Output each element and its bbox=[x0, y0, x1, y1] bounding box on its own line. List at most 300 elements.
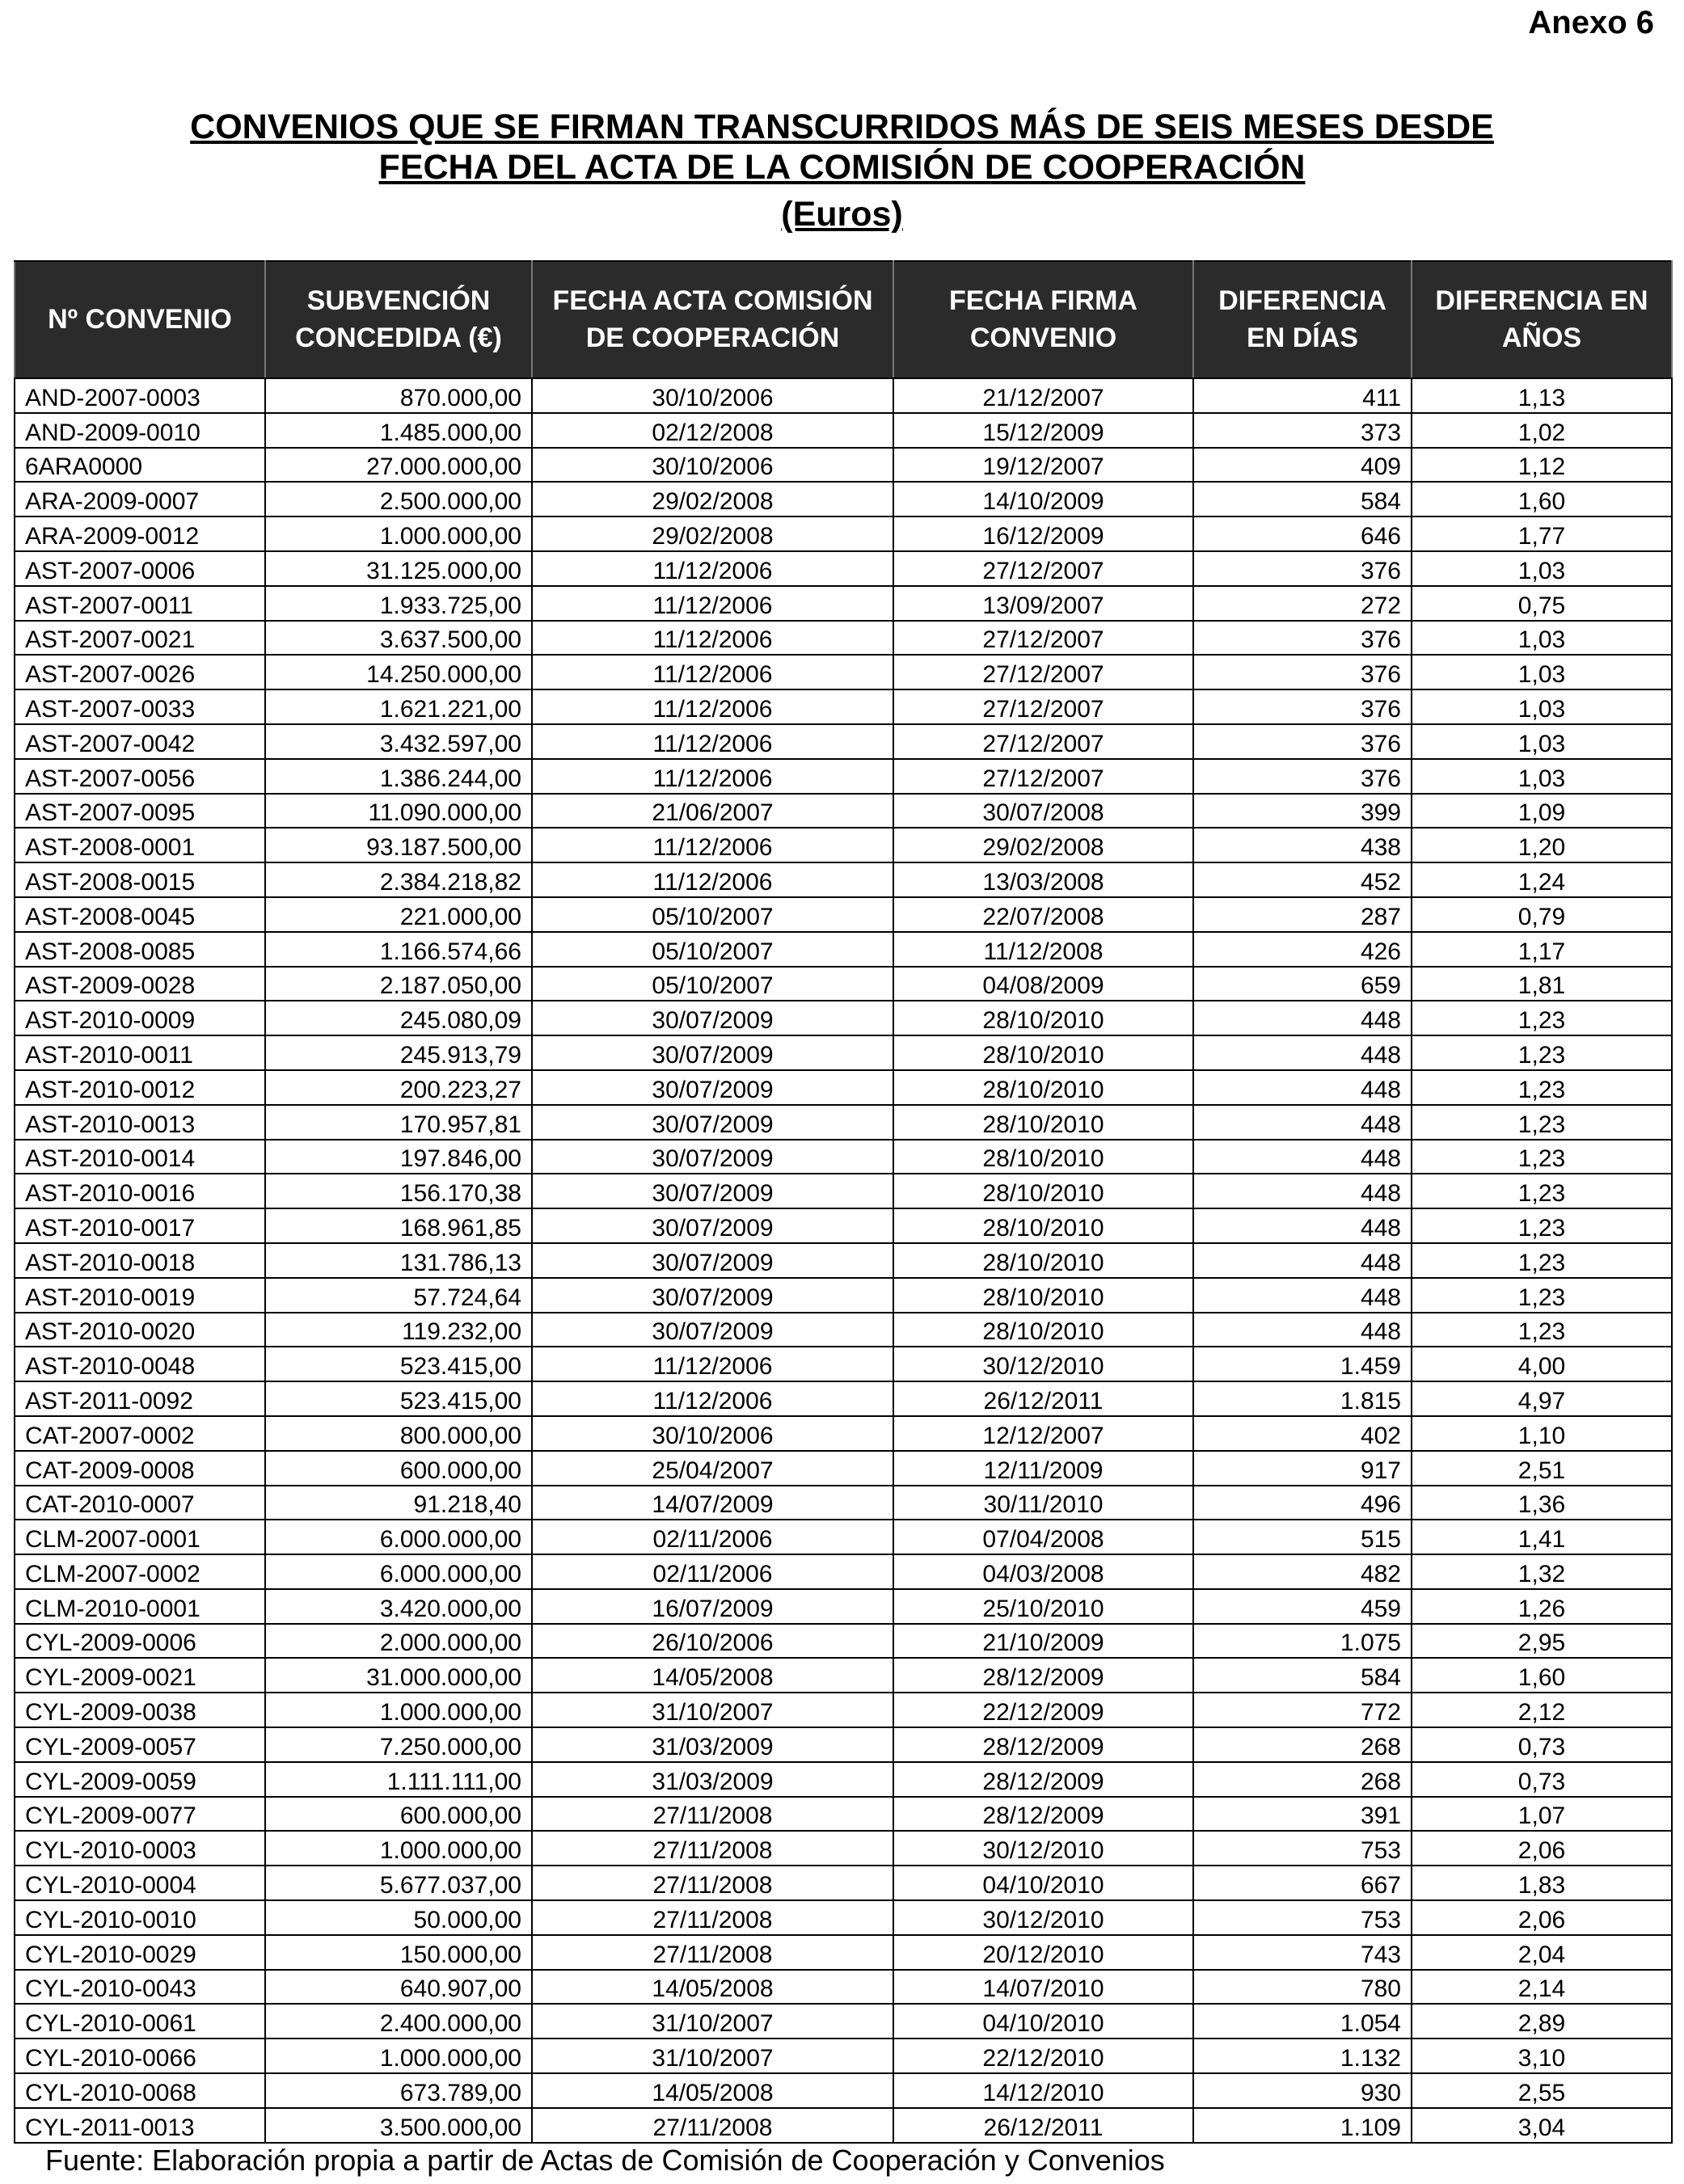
cell-subvencion: 50.000,00 bbox=[265, 1900, 532, 1935]
cell-fecha-acta: 11/12/2006 bbox=[532, 1347, 893, 1381]
table-row bbox=[15, 1486, 1672, 1520]
cell-subvencion: 2.000.000,00 bbox=[265, 1624, 532, 1659]
cell-diferencia-dias: 584 bbox=[1193, 482, 1412, 516]
cell-fecha-acta: 11/12/2006 bbox=[532, 1381, 893, 1416]
cell-fecha-acta: 05/10/2007 bbox=[532, 897, 893, 932]
cell-diferencia-dias: 402 bbox=[1193, 1416, 1412, 1451]
cell-fecha-firma: 28/10/2010 bbox=[893, 1070, 1193, 1105]
cell-convenio: CYL-2010-0010 bbox=[15, 1900, 265, 1935]
cell-diferencia-dias: 448 bbox=[1193, 1278, 1412, 1313]
cell-diferencia-anos: 1,07 bbox=[1412, 1797, 1672, 1832]
cell-fecha-firma: 27/12/2007 bbox=[893, 724, 1193, 759]
cell-subvencion: 6.000.000,00 bbox=[265, 1520, 532, 1554]
cell-fecha-firma: 04/10/2010 bbox=[893, 2004, 1193, 2039]
cell-fecha-acta: 27/11/2008 bbox=[532, 1935, 893, 1970]
table-row bbox=[15, 689, 1672, 724]
agreements-table bbox=[14, 260, 1673, 2144]
cell-diferencia-anos: 4,00 bbox=[1412, 1347, 1672, 1381]
cell-subvencion: 2.400.000,00 bbox=[265, 2004, 532, 2039]
cell-subvencion: 1.933.725,00 bbox=[265, 586, 532, 621]
cell-convenio: AST-2010-0016 bbox=[15, 1174, 265, 1208]
cell-convenio: AST-2010-0019 bbox=[15, 1278, 265, 1313]
cell-convenio: CYL-2010-0003 bbox=[15, 1831, 265, 1866]
cell-convenio: AST-2007-0021 bbox=[15, 621, 265, 656]
cell-subvencion: 221.000,00 bbox=[265, 897, 532, 932]
cell-subvencion: 91.218,40 bbox=[265, 1486, 532, 1520]
table-row bbox=[15, 2004, 1672, 2039]
cell-fecha-firma: 04/08/2009 bbox=[893, 967, 1193, 1001]
cell-convenio: AST-2010-0011 bbox=[15, 1035, 265, 1070]
cell-diferencia-dias: 659 bbox=[1193, 967, 1412, 1001]
cell-fecha-acta: 27/11/2008 bbox=[532, 2108, 893, 2143]
cell-subvencion: 197.846,00 bbox=[265, 1140, 532, 1174]
cell-convenio: AST-2010-0013 bbox=[15, 1105, 265, 1140]
column-header-diferencia-anos: DIFERENCIA EN AÑOS bbox=[1412, 261, 1672, 378]
cell-subvencion: 523.415,00 bbox=[265, 1347, 532, 1381]
cell-convenio: CYL-2011-0013 bbox=[15, 2108, 265, 2143]
table-row bbox=[15, 862, 1672, 897]
cell-convenio: AST-2011-0092 bbox=[15, 1381, 265, 1416]
cell-fecha-firma: 20/12/2010 bbox=[893, 1935, 1193, 1970]
cell-subvencion: 1.166.574,66 bbox=[265, 932, 532, 967]
cell-fecha-firma: 19/12/2007 bbox=[893, 448, 1193, 483]
table-row bbox=[15, 1727, 1672, 1762]
cell-fecha-acta: 30/07/2009 bbox=[532, 1313, 893, 1347]
cell-diferencia-dias: 753 bbox=[1193, 1831, 1412, 1866]
cell-convenio: CLM-2007-0001 bbox=[15, 1520, 265, 1554]
cell-diferencia-anos: 1,32 bbox=[1412, 1554, 1672, 1589]
cell-diferencia-dias: 438 bbox=[1193, 828, 1412, 862]
cell-diferencia-anos: 1,12 bbox=[1412, 448, 1672, 483]
cell-diferencia-anos: 1,23 bbox=[1412, 1243, 1672, 1278]
cell-diferencia-dias: 268 bbox=[1193, 1762, 1412, 1797]
cell-fecha-acta: 26/10/2006 bbox=[532, 1624, 893, 1659]
cell-fecha-firma: 28/10/2010 bbox=[893, 1001, 1193, 1035]
cell-fecha-acta: 14/05/2008 bbox=[532, 1658, 893, 1693]
cell-fecha-acta: 11/12/2006 bbox=[532, 828, 893, 862]
cell-diferencia-anos: 2,12 bbox=[1412, 1693, 1672, 1727]
cell-diferencia-dias: 448 bbox=[1193, 1174, 1412, 1208]
cell-convenio: CYL-2010-0066 bbox=[15, 2039, 265, 2073]
cell-subvencion: 245.913,79 bbox=[265, 1035, 532, 1070]
cell-subvencion: 6.000.000,00 bbox=[265, 1554, 532, 1589]
table-row bbox=[15, 759, 1672, 794]
cell-diferencia-dias: 448 bbox=[1193, 1001, 1412, 1035]
cell-fecha-firma: 28/12/2009 bbox=[893, 1727, 1193, 1762]
cell-fecha-acta: 30/07/2009 bbox=[532, 1278, 893, 1313]
cell-fecha-firma: 28/10/2010 bbox=[893, 1105, 1193, 1140]
cell-fecha-acta: 11/12/2006 bbox=[532, 862, 893, 897]
cell-diferencia-dias: 376 bbox=[1193, 724, 1412, 759]
table-row bbox=[15, 413, 1672, 448]
cell-fecha-acta: 27/11/2008 bbox=[532, 1797, 893, 1832]
cell-fecha-acta: 30/07/2009 bbox=[532, 1174, 893, 1208]
cell-subvencion: 870.000,00 bbox=[265, 378, 532, 413]
cell-diferencia-dias: 409 bbox=[1193, 448, 1412, 483]
cell-subvencion: 7.250.000,00 bbox=[265, 1727, 532, 1762]
table-row bbox=[15, 1762, 1672, 1797]
table-row bbox=[15, 2039, 1672, 2073]
cell-diferencia-anos: 3,10 bbox=[1412, 2039, 1672, 2073]
cell-diferencia-anos: 1,23 bbox=[1412, 1208, 1672, 1243]
cell-convenio: CYL-2009-0021 bbox=[15, 1658, 265, 1693]
cell-diferencia-anos: 1,03 bbox=[1412, 759, 1672, 794]
cell-fecha-acta: 31/10/2007 bbox=[532, 1693, 893, 1727]
cell-diferencia-dias: 376 bbox=[1193, 551, 1412, 586]
cell-fecha-acta: 31/03/2009 bbox=[532, 1727, 893, 1762]
cell-fecha-acta: 21/06/2007 bbox=[532, 794, 893, 828]
cell-diferencia-anos: 1,03 bbox=[1412, 551, 1672, 586]
cell-diferencia-anos: 2,51 bbox=[1412, 1451, 1672, 1486]
cell-fecha-acta: 11/12/2006 bbox=[532, 724, 893, 759]
cell-diferencia-dias: 426 bbox=[1193, 932, 1412, 967]
table-row bbox=[15, 1208, 1672, 1243]
cell-diferencia-dias: 515 bbox=[1193, 1520, 1412, 1554]
cell-diferencia-anos: 1,60 bbox=[1412, 1658, 1672, 1693]
cell-diferencia-dias: 780 bbox=[1193, 1970, 1412, 2005]
cell-subvencion: 245.080,09 bbox=[265, 1001, 532, 1035]
cell-diferencia-dias: 376 bbox=[1193, 759, 1412, 794]
cell-diferencia-anos: 1,23 bbox=[1412, 1278, 1672, 1313]
cell-diferencia-anos: 2,55 bbox=[1412, 2073, 1672, 2108]
cell-fecha-acta: 02/11/2006 bbox=[532, 1554, 893, 1589]
cell-subvencion: 5.677.037,00 bbox=[265, 1866, 532, 1900]
table-row bbox=[15, 932, 1672, 967]
table-row bbox=[15, 1935, 1672, 1970]
column-header-fecha-acta: FECHA ACTA COMISIÓN DE COOPERACIÓN bbox=[532, 261, 893, 378]
cell-fecha-firma: 13/09/2007 bbox=[893, 586, 1193, 621]
table-row bbox=[15, 2108, 1672, 2143]
cell-diferencia-dias: 448 bbox=[1193, 1070, 1412, 1105]
cell-diferencia-anos: 3,04 bbox=[1412, 2108, 1672, 2143]
document-title-units: (Euros) bbox=[781, 195, 903, 234]
cell-subvencion: 3.420.000,00 bbox=[265, 1589, 532, 1624]
cell-subvencion: 119.232,00 bbox=[265, 1313, 532, 1347]
cell-diferencia-dias: 411 bbox=[1193, 378, 1412, 413]
cell-fecha-acta: 30/10/2006 bbox=[532, 378, 893, 413]
cell-fecha-acta: 27/11/2008 bbox=[532, 1866, 893, 1900]
cell-fecha-firma: 28/12/2009 bbox=[893, 1797, 1193, 1832]
cell-diferencia-dias: 667 bbox=[1193, 1866, 1412, 1900]
table-row bbox=[15, 794, 1672, 828]
cell-subvencion: 31.125.000,00 bbox=[265, 551, 532, 586]
cell-convenio: CAT-2010-0007 bbox=[15, 1486, 265, 1520]
cell-fecha-firma: 14/10/2009 bbox=[893, 482, 1193, 516]
cell-fecha-firma: 30/12/2010 bbox=[893, 1900, 1193, 1935]
table-row bbox=[15, 621, 1672, 656]
cell-subvencion: 200.223,27 bbox=[265, 1070, 532, 1105]
cell-fecha-acta: 30/07/2009 bbox=[532, 1070, 893, 1105]
cell-fecha-acta: 29/02/2008 bbox=[532, 516, 893, 551]
cell-diferencia-dias: 1.109 bbox=[1193, 2108, 1412, 2143]
table-row bbox=[15, 1554, 1672, 1589]
cell-diferencia-anos: 1,83 bbox=[1412, 1866, 1672, 1900]
cell-diferencia-anos: 2,06 bbox=[1412, 1831, 1672, 1866]
cell-convenio: AST-2008-0015 bbox=[15, 862, 265, 897]
cell-fecha-firma: 25/10/2010 bbox=[893, 1589, 1193, 1624]
cell-fecha-acta: 11/12/2006 bbox=[532, 655, 893, 689]
cell-diferencia-dias: 482 bbox=[1193, 1554, 1412, 1589]
cell-fecha-firma: 27/12/2007 bbox=[893, 759, 1193, 794]
cell-diferencia-anos: 1,02 bbox=[1412, 413, 1672, 448]
cell-fecha-firma: 22/12/2009 bbox=[893, 1693, 1193, 1727]
cell-fecha-firma: 28/10/2010 bbox=[893, 1140, 1193, 1174]
cell-fecha-firma: 21/12/2007 bbox=[893, 378, 1193, 413]
table-row bbox=[15, 655, 1672, 689]
cell-diferencia-dias: 917 bbox=[1193, 1451, 1412, 1486]
cell-subvencion: 3.432.597,00 bbox=[265, 724, 532, 759]
cell-fecha-firma: 15/12/2009 bbox=[893, 413, 1193, 448]
cell-diferencia-dias: 448 bbox=[1193, 1035, 1412, 1070]
cell-convenio: CYL-2010-0004 bbox=[15, 1866, 265, 1900]
cell-subvencion: 3.500.000,00 bbox=[265, 2108, 532, 2143]
cell-fecha-firma: 27/12/2007 bbox=[893, 689, 1193, 724]
table-row bbox=[15, 1900, 1672, 1935]
cell-fecha-acta: 30/07/2009 bbox=[532, 1140, 893, 1174]
cell-diferencia-dias: 448 bbox=[1193, 1313, 1412, 1347]
cell-fecha-firma: 28/10/2010 bbox=[893, 1278, 1193, 1313]
cell-fecha-acta: 05/10/2007 bbox=[532, 967, 893, 1001]
cell-diferencia-dias: 1.054 bbox=[1193, 2004, 1412, 2039]
cell-fecha-firma: 12/11/2009 bbox=[893, 1451, 1193, 1486]
cell-convenio: CYL-2010-0029 bbox=[15, 1935, 265, 1970]
cell-convenio: CYL-2009-0057 bbox=[15, 1727, 265, 1762]
table-row bbox=[15, 482, 1672, 516]
cell-subvencion: 27.000.000,00 bbox=[265, 448, 532, 483]
table-row bbox=[15, 1797, 1672, 1832]
cell-fecha-firma: 27/12/2007 bbox=[893, 551, 1193, 586]
cell-subvencion: 640.907,00 bbox=[265, 1970, 532, 2005]
cell-diferencia-anos: 1,13 bbox=[1412, 378, 1672, 413]
cell-diferencia-anos: 1,20 bbox=[1412, 828, 1672, 862]
document-title-line-1: CONVENIOS QUE SE FIRMAN TRANSCURRIDOS MÁS DE SEIS MESES DESDE bbox=[190, 108, 1494, 146]
table-row bbox=[15, 1831, 1672, 1866]
cell-fecha-acta: 16/07/2009 bbox=[532, 1589, 893, 1624]
cell-diferencia-dias: 391 bbox=[1193, 1797, 1412, 1832]
cell-diferencia-dias: 772 bbox=[1193, 1693, 1412, 1727]
cell-convenio: ARA-2009-0007 bbox=[15, 482, 265, 516]
table-row bbox=[15, 1693, 1672, 1727]
cell-diferencia-dias: 1.815 bbox=[1193, 1381, 1412, 1416]
table-row bbox=[15, 897, 1672, 932]
cell-fecha-firma: 30/12/2010 bbox=[893, 1347, 1193, 1381]
cell-fecha-acta: 30/07/2009 bbox=[532, 1208, 893, 1243]
cell-fecha-firma: 07/04/2008 bbox=[893, 1520, 1193, 1554]
cell-fecha-acta: 25/04/2007 bbox=[532, 1451, 893, 1486]
cell-subvencion: 93.187.500,00 bbox=[265, 828, 532, 862]
cell-diferencia-anos: 1,81 bbox=[1412, 967, 1672, 1001]
cell-subvencion: 1.621.221,00 bbox=[265, 689, 532, 724]
column-header-subvencion: SUBVENCIÓN CONCEDIDA (€) bbox=[265, 261, 532, 378]
table-row bbox=[15, 1001, 1672, 1035]
cell-convenio: CAT-2007-0002 bbox=[15, 1416, 265, 1451]
cell-convenio: AST-2010-0012 bbox=[15, 1070, 265, 1105]
cell-fecha-firma: 28/10/2010 bbox=[893, 1313, 1193, 1347]
column-header-diferencia-dias: DIFERENCIA EN DÍAS bbox=[1193, 261, 1412, 378]
cell-fecha-firma: 28/10/2010 bbox=[893, 1035, 1193, 1070]
cell-diferencia-anos: 1,09 bbox=[1412, 794, 1672, 828]
cell-convenio: CYL-2009-0077 bbox=[15, 1797, 265, 1832]
cell-diferencia-anos: 0,79 bbox=[1412, 897, 1672, 932]
cell-fecha-acta: 31/10/2007 bbox=[532, 2004, 893, 2039]
cell-convenio: ARA-2009-0012 bbox=[15, 516, 265, 551]
cell-fecha-acta: 11/12/2006 bbox=[532, 689, 893, 724]
cell-diferencia-dias: 373 bbox=[1193, 413, 1412, 448]
cell-convenio: AST-2010-0009 bbox=[15, 1001, 265, 1035]
cell-convenio: AST-2010-0048 bbox=[15, 1347, 265, 1381]
cell-convenio: CYL-2009-0038 bbox=[15, 1693, 265, 1727]
cell-convenio: AST-2007-0011 bbox=[15, 586, 265, 621]
cell-subvencion: 2.187.050,00 bbox=[265, 967, 532, 1001]
table-row bbox=[15, 1278, 1672, 1313]
cell-fecha-acta: 27/11/2008 bbox=[532, 1900, 893, 1935]
cell-fecha-firma: 30/12/2010 bbox=[893, 1831, 1193, 1866]
cell-diferencia-dias: 1.132 bbox=[1193, 2039, 1412, 2073]
cell-fecha-firma: 27/12/2007 bbox=[893, 621, 1193, 656]
cell-diferencia-dias: 743 bbox=[1193, 1935, 1412, 1970]
cell-diferencia-anos: 1,23 bbox=[1412, 1105, 1672, 1140]
table-row bbox=[15, 828, 1672, 862]
cell-fecha-firma: 30/11/2010 bbox=[893, 1486, 1193, 1520]
table-row bbox=[15, 1347, 1672, 1381]
cell-fecha-firma: 21/10/2009 bbox=[893, 1624, 1193, 1659]
table-row bbox=[15, 724, 1672, 759]
cell-subvencion: 1.111.111,00 bbox=[265, 1762, 532, 1797]
cell-fecha-acta: 30/10/2006 bbox=[532, 448, 893, 483]
cell-convenio: AST-2007-0056 bbox=[15, 759, 265, 794]
cell-diferencia-anos: 1,03 bbox=[1412, 689, 1672, 724]
cell-diferencia-dias: 930 bbox=[1193, 2073, 1412, 2108]
cell-diferencia-anos: 1,41 bbox=[1412, 1520, 1672, 1554]
table-row bbox=[15, 1624, 1672, 1659]
cell-convenio: CYL-2010-0043 bbox=[15, 1970, 265, 2005]
cell-subvencion: 11.090.000,00 bbox=[265, 794, 532, 828]
cell-convenio: AST-2007-0026 bbox=[15, 655, 265, 689]
cell-fecha-acta: 29/02/2008 bbox=[532, 482, 893, 516]
cell-fecha-firma: 28/10/2010 bbox=[893, 1174, 1193, 1208]
cell-convenio: AST-2010-0014 bbox=[15, 1140, 265, 1174]
cell-diferencia-anos: 1,10 bbox=[1412, 1416, 1672, 1451]
column-header-convenio: Nº CONVENIO bbox=[15, 261, 265, 378]
table-row bbox=[15, 378, 1672, 413]
cell-subvencion: 150.000,00 bbox=[265, 1935, 532, 1970]
cell-subvencion: 31.000.000,00 bbox=[265, 1658, 532, 1693]
table-row bbox=[15, 1105, 1672, 1140]
cell-diferencia-dias: 584 bbox=[1193, 1658, 1412, 1693]
cell-fecha-acta: 30/07/2009 bbox=[532, 1105, 893, 1140]
cell-diferencia-dias: 448 bbox=[1193, 1208, 1412, 1243]
cell-subvencion: 1.000.000,00 bbox=[265, 1693, 532, 1727]
cell-convenio: AST-2007-0033 bbox=[15, 689, 265, 724]
cell-subvencion: 673.789,00 bbox=[265, 2073, 532, 2108]
cell-fecha-acta: 11/12/2006 bbox=[532, 621, 893, 656]
table-row bbox=[15, 2073, 1672, 2108]
cell-subvencion: 131.786,13 bbox=[265, 1243, 532, 1278]
cell-fecha-acta: 30/07/2009 bbox=[532, 1001, 893, 1035]
source-note: Fuente: Elaboración propia a partir de Actas de Comisión de Cooperación y Convenios bbox=[45, 2144, 1165, 2177]
table-row bbox=[15, 1243, 1672, 1278]
table-row bbox=[15, 1035, 1672, 1070]
table-row bbox=[15, 1970, 1672, 2005]
cell-convenio: AST-2008-0045 bbox=[15, 897, 265, 932]
cell-fecha-firma: 26/12/2011 bbox=[893, 1381, 1193, 1416]
cell-diferencia-anos: 1,23 bbox=[1412, 1001, 1672, 1035]
cell-subvencion: 3.637.500,00 bbox=[265, 621, 532, 656]
cell-fecha-firma: 28/10/2010 bbox=[893, 1208, 1193, 1243]
cell-diferencia-dias: 452 bbox=[1193, 862, 1412, 897]
cell-fecha-acta: 11/12/2006 bbox=[532, 759, 893, 794]
cell-diferencia-anos: 1,23 bbox=[1412, 1035, 1672, 1070]
table-row bbox=[15, 586, 1672, 621]
cell-diferencia-anos: 1,23 bbox=[1412, 1070, 1672, 1105]
cell-diferencia-dias: 376 bbox=[1193, 689, 1412, 724]
cell-diferencia-dias: 287 bbox=[1193, 897, 1412, 932]
table-row bbox=[15, 1174, 1672, 1208]
cell-convenio: AST-2007-0006 bbox=[15, 551, 265, 586]
cell-diferencia-anos: 1,26 bbox=[1412, 1589, 1672, 1624]
cell-fecha-acta: 11/12/2006 bbox=[532, 551, 893, 586]
cell-diferencia-anos: 1,23 bbox=[1412, 1313, 1672, 1347]
cell-fecha-firma: 04/03/2008 bbox=[893, 1554, 1193, 1589]
table-row bbox=[15, 1520, 1672, 1554]
cell-fecha-firma: 04/10/2010 bbox=[893, 1866, 1193, 1900]
cell-diferencia-dias: 272 bbox=[1193, 586, 1412, 621]
cell-diferencia-dias: 1.075 bbox=[1193, 1624, 1412, 1659]
column-header-fecha-firma: FECHA FIRMA CONVENIO bbox=[893, 261, 1193, 378]
cell-fecha-firma: 14/12/2010 bbox=[893, 2073, 1193, 2108]
cell-diferencia-anos: 2,89 bbox=[1412, 2004, 1672, 2039]
cell-convenio: CLM-2007-0002 bbox=[15, 1554, 265, 1589]
cell-diferencia-dias: 268 bbox=[1193, 1727, 1412, 1762]
table-row bbox=[15, 1381, 1672, 1416]
cell-fecha-acta: 14/07/2009 bbox=[532, 1486, 893, 1520]
cell-diferencia-anos: 2,14 bbox=[1412, 1970, 1672, 2005]
cell-convenio: AND-2007-0003 bbox=[15, 378, 265, 413]
cell-subvencion: 1.000.000,00 bbox=[265, 516, 532, 551]
cell-fecha-firma: 16/12/2009 bbox=[893, 516, 1193, 551]
document-title-line-2: FECHA DEL ACTA DE LA COMISIÓN DE COOPERACIÓN bbox=[378, 148, 1306, 187]
table-row bbox=[15, 1313, 1672, 1347]
cell-diferencia-anos: 1,24 bbox=[1412, 862, 1672, 897]
table-row bbox=[15, 967, 1672, 1001]
cell-subvencion: 1.000.000,00 bbox=[265, 2039, 532, 2073]
cell-diferencia-dias: 376 bbox=[1193, 655, 1412, 689]
table-row bbox=[15, 1416, 1672, 1451]
cell-diferencia-anos: 1,60 bbox=[1412, 482, 1672, 516]
table-row bbox=[15, 1451, 1672, 1486]
cell-subvencion: 1.485.000,00 bbox=[265, 413, 532, 448]
cell-diferencia-anos: 2,06 bbox=[1412, 1900, 1672, 1935]
cell-convenio: CLM-2010-0001 bbox=[15, 1589, 265, 1624]
cell-fecha-acta: 30/10/2006 bbox=[532, 1416, 893, 1451]
cell-fecha-acta: 30/07/2009 bbox=[532, 1035, 893, 1070]
cell-diferencia-anos: 1,03 bbox=[1412, 724, 1672, 759]
cell-diferencia-dias: 376 bbox=[1193, 621, 1412, 656]
cell-diferencia-dias: 1.459 bbox=[1193, 1347, 1412, 1381]
table-row bbox=[15, 1866, 1672, 1900]
cell-fecha-firma: 14/07/2010 bbox=[893, 1970, 1193, 2005]
cell-diferencia-anos: 1,03 bbox=[1412, 621, 1672, 656]
cell-subvencion: 168.961,85 bbox=[265, 1208, 532, 1243]
cell-diferencia-dias: 753 bbox=[1193, 1900, 1412, 1935]
cell-fecha-firma: 13/03/2008 bbox=[893, 862, 1193, 897]
cell-convenio: AST-2007-0095 bbox=[15, 794, 265, 828]
cell-diferencia-dias: 448 bbox=[1193, 1243, 1412, 1278]
cell-subvencion: 57.724,64 bbox=[265, 1278, 532, 1313]
cell-convenio: AST-2010-0017 bbox=[15, 1208, 265, 1243]
cell-fecha-firma: 28/10/2010 bbox=[893, 1243, 1193, 1278]
table-row bbox=[15, 1070, 1672, 1105]
